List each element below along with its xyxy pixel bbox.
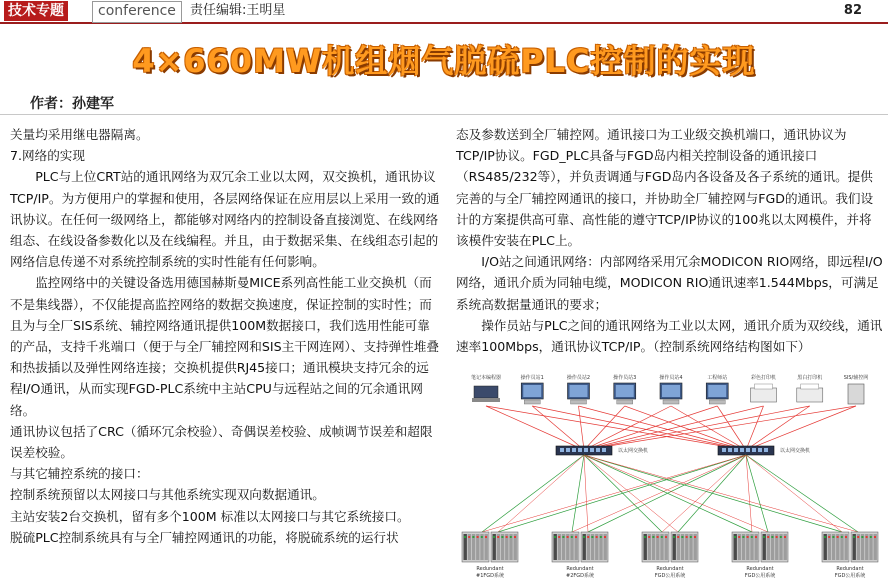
plc-led [600, 536, 602, 538]
workstation-label: 操作员站4 [659, 375, 683, 381]
switch-port [728, 448, 732, 452]
network-link [746, 455, 768, 532]
page-number: 82 [843, 3, 862, 18]
plc-led [742, 536, 744, 538]
network-link [746, 406, 764, 450]
plc-led [845, 536, 847, 538]
editor-credit: 责任编辑:王明星 [190, 3, 286, 18]
server-icon [848, 384, 864, 404]
switch-port [572, 448, 576, 452]
switch-port [734, 448, 738, 452]
plc-station-label: FGD公用系统 [654, 573, 686, 579]
keyboard-icon [571, 400, 587, 404]
switch-label: 以太网交换机 [618, 448, 649, 454]
switch-port [584, 448, 588, 452]
network-diagram-svg [456, 372, 884, 586]
workstation-label: SIS/辅控网 [843, 375, 869, 381]
network-link [584, 406, 671, 450]
plc-led [657, 536, 659, 538]
network-link [482, 455, 746, 532]
plc-led [751, 536, 753, 538]
plc-led [771, 536, 773, 538]
plc-led [661, 536, 663, 538]
network-link [625, 406, 746, 450]
plc-led [853, 536, 855, 538]
paragraph: 与其它辅控系统的接口： [10, 466, 149, 482]
plc-station-label: #2FGD系统 [566, 573, 594, 579]
keyboard-icon [524, 400, 540, 404]
plc-led [780, 536, 782, 538]
printer-icon [751, 388, 777, 402]
plc-led [763, 536, 765, 538]
paragraph: 主站安装2台交换机，留有多个100M 标准以太网接口与其它系统接口。 [10, 508, 410, 524]
plc-led [596, 536, 598, 538]
switch-port [566, 448, 570, 452]
workstation-label: 彩色打印机 [750, 375, 777, 381]
plc-station-label: Redundant [836, 566, 864, 572]
network-link [572, 455, 584, 532]
keyboard-icon [617, 400, 633, 404]
switch-port [758, 448, 762, 452]
plc-led [481, 536, 483, 538]
paragraph: 监控网络中的关键设备选用德国赫斯曼MICE系列高性能工业交换机（而不是集线器），不仅能提高监控网络的数据交换速度，保证控制的实时性；而且为与全厂SIS系统、辅控网络通讯提供100M数据接口，我们选用性能可靠的产品，支持千兆端口（便于与全厂辅控网和SIS主干网连网）、支持弹性堆叠和热拔插以及弹性网络连接；交换机提供RJ45接口；通讯模块支持冗余的远程I/O通讯，从而实现FGD-PLC系统中主站CPU与远程站之间的冗余通讯网络。 [10, 275, 439, 418]
plc-led [652, 536, 654, 538]
plc-led [493, 536, 495, 538]
network-link [584, 455, 588, 532]
plc-led [464, 536, 466, 538]
plc-led [583, 536, 585, 538]
section-heading: 7.网络的实现 [10, 148, 85, 164]
monitor-screen [523, 385, 541, 397]
plc-led [587, 536, 589, 538]
workstation-label: 操作员站1 [520, 375, 544, 381]
printer-icon [797, 388, 823, 402]
plc-station-label: Redundant [566, 566, 594, 572]
plc-led [677, 536, 679, 538]
switch-port [764, 448, 768, 452]
right-column [456, 124, 884, 357]
paragraph: 脱硫PLC控制系统具有与全厂辅控网通讯的功能，将脱硫系统的运行状 [10, 529, 399, 545]
plc-led [870, 536, 872, 538]
switch-port [722, 448, 726, 452]
switch-port [746, 448, 750, 452]
network-link [584, 455, 858, 532]
plc-led [841, 536, 843, 538]
plc-station-label: Redundant [476, 566, 504, 572]
network-link [532, 406, 746, 450]
plc-led [824, 536, 826, 538]
plc-led [644, 536, 646, 538]
plc-led [497, 536, 499, 538]
article-title: 4×660MW机组烟气脱硫PLC控制的实现 [132, 42, 756, 80]
plc-led [562, 536, 564, 538]
network-link [486, 406, 584, 450]
plc-led [558, 536, 560, 538]
plc-led [665, 536, 667, 538]
paragraph: 关量均采用继电器隔离。 [10, 127, 149, 142]
plc-led [681, 536, 683, 538]
author-line: 作者：孙建军 [30, 96, 114, 112]
network-link [579, 406, 585, 450]
plc-led [866, 536, 868, 538]
switch-port [578, 448, 582, 452]
network-link [584, 455, 752, 532]
plc-led [690, 536, 692, 538]
plc-led [472, 536, 474, 538]
switch-port [560, 448, 564, 452]
keyboard-icon [663, 400, 679, 404]
plc-led [784, 536, 786, 538]
workstation-label: 黑白打印机 [797, 375, 823, 381]
plc-led [686, 536, 688, 538]
plc-station-label: FGD公用系统 [834, 573, 866, 579]
plc-led [506, 536, 508, 538]
plc-led [673, 536, 675, 538]
plc-led [755, 536, 757, 538]
network-link [746, 455, 842, 532]
plc-led [694, 536, 696, 538]
network-link [662, 455, 746, 532]
monitor-screen [662, 385, 680, 397]
plc-led [837, 536, 839, 538]
keyboard-icon [709, 400, 725, 404]
plc-led [485, 536, 487, 538]
plc-led [747, 536, 749, 538]
divider [0, 114, 888, 115]
network-link [746, 406, 856, 450]
plc-led [514, 536, 516, 538]
network-diagram [456, 372, 884, 586]
network-link [532, 406, 584, 450]
plc-led [832, 536, 834, 538]
plc-station-label: #1FGD系统 [476, 573, 504, 579]
plc-led [567, 536, 569, 538]
plc-led [510, 536, 512, 538]
workstation-label: 工程师站 [707, 375, 728, 381]
plc-led [477, 536, 479, 538]
plc-led [734, 536, 736, 538]
printer-paper [801, 384, 819, 389]
printer-paper [755, 384, 773, 389]
paragraph: PLC与上位CRT站的通讯网络为双冗余工业以太网，双交换机，通讯协议TCP/IP。为方便用户的掌握和使用，各层网络保证在应用层以上采用一致的通讯协议。在任何一级网络上，都能够对网络内的控制设备直接浏览、在线网络组态、在线设备参数化以及在线编程。并且，由于数据采集、在线组态引起的网络信息传递不对系统控制系统的实时性能有任何影响。 [10, 169, 440, 270]
plc-station-label: Redundant [656, 566, 684, 572]
switch-port [602, 448, 606, 452]
plc-led [571, 536, 573, 538]
section-tag: 技术专题 [4, 1, 68, 21]
network-link [486, 406, 746, 450]
plc-led [554, 536, 556, 538]
plc-led [857, 536, 859, 538]
workstation-label: 操作员站3 [613, 375, 637, 381]
paragraph: 通讯协议包括了CRC（循环冗余校验）、奇偶误差校验、成帧调节误差和超限误差校验。 [10, 423, 433, 461]
laptop-base [472, 398, 500, 402]
switch-label: 以太网交换机 [780, 448, 811, 454]
network-link [746, 455, 858, 532]
plc-led [648, 536, 650, 538]
plc-led [767, 536, 769, 538]
plc-station-label: FGD公用系统 [744, 573, 776, 579]
network-link [584, 406, 764, 450]
paragraph: I/O站之间通讯网络：内部网络采用冗余MODICON RIO网络，即远程I/O网络，通讯介质为同轴电缆，MODICON RIO通讯速率1.544Mbps，可满足系统高数据量通讯的要求； [456, 254, 883, 312]
paragraph: 操作员站与PLC之间的通讯网络为工业以太网，通讯介质为双绞线，通讯速率100Mbps，通讯协议TCP/IP。（控制系统网络结构图如下） [456, 317, 883, 355]
switch-port [590, 448, 594, 452]
switch-port [752, 448, 756, 452]
plc-led [874, 536, 876, 538]
plc-station-label: Redundant [746, 566, 774, 572]
header-bar [0, 0, 888, 24]
laptop-icon [474, 386, 498, 398]
workstation-label: 操作员站2 [566, 375, 591, 381]
conference-tag: conference [92, 1, 182, 23]
plc-led [591, 536, 593, 538]
plc-led [575, 536, 577, 538]
plc-led [738, 536, 740, 538]
plc-led [776, 536, 778, 538]
paragraph: 态及参数送到全厂辅控网。通讯接口为工业级交换机端口，通讯协议为TCP/IP协议。FGD_PLC具备与FGD岛内相关控制设备的通讯接口（RS485/232等），并负责调通与FGD岛内各设备及各子系统的通讯。提供完善的与全厂辅控网通讯的接口，并协助全厂辅控网与FGD的通讯。我们设计的方案提供高可靠、高性能的遵守TCP/IP协议的100兆以太网模件，并将该模件安装在PLC上。 [456, 127, 874, 249]
network-link [498, 455, 584, 532]
plc-led [828, 536, 830, 538]
monitor-screen [616, 385, 634, 397]
plc-led [604, 536, 606, 538]
network-link [482, 455, 584, 532]
left-column [10, 124, 440, 548]
switch-port [740, 448, 744, 452]
monitor-screen [570, 385, 588, 397]
monitor-screen [708, 385, 726, 397]
switch-port [596, 448, 600, 452]
workstation-label: 笔记本编程器 [470, 375, 502, 381]
plc-led [501, 536, 503, 538]
plc-led [468, 536, 470, 538]
plc-led [861, 536, 863, 538]
paragraph: 控制系统预留以太网接口与其他系统实现双向数据通讯。 [10, 487, 325, 503]
